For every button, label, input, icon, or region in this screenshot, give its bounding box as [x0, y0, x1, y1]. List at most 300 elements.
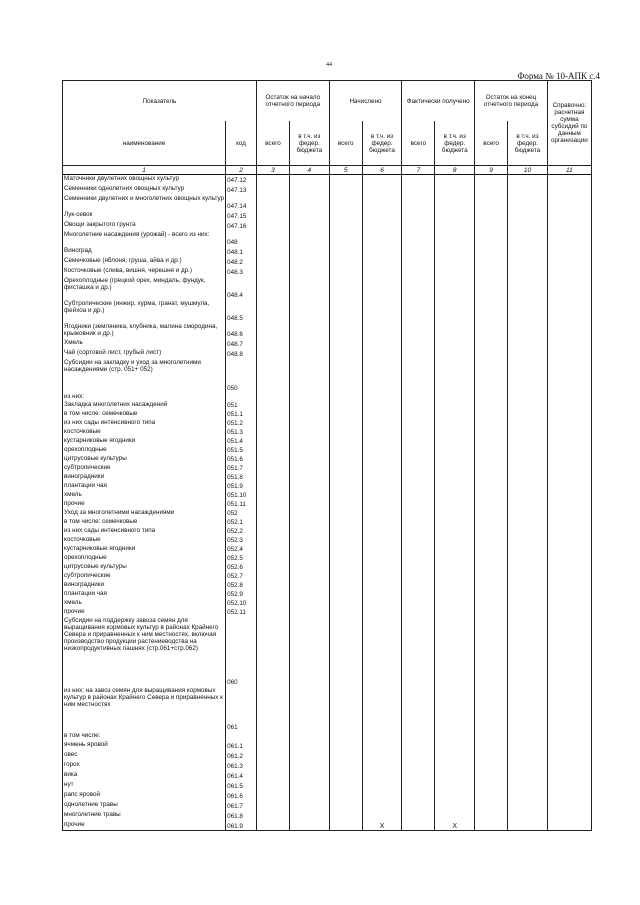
table-row [63, 781, 592, 791]
row-code: 051.9 [226, 482, 257, 491]
value-cell [362, 339, 402, 349]
row-code: 048.5 [226, 300, 257, 323]
value-cell [475, 536, 508, 545]
value-cell [508, 781, 548, 791]
row-code: 051.4 [226, 437, 257, 446]
row-name: хмель [63, 491, 226, 500]
value-cell [256, 455, 289, 464]
value-cell [289, 563, 329, 572]
value-cell [508, 339, 548, 349]
column-number: 9 [475, 166, 508, 175]
row-code: 051.5 [226, 446, 257, 455]
value-cell [256, 617, 289, 687]
value-cell [329, 185, 362, 195]
value-cell [362, 257, 402, 267]
row-name: Субсидии на закладку и уход за многолетними насаждениями (стр. 051+ 052) [63, 359, 226, 393]
value-cell [508, 323, 548, 339]
value-cell [435, 536, 475, 545]
value-cell [547, 572, 591, 581]
value-cell [435, 359, 475, 393]
value-cell [435, 791, 475, 801]
row-name: Семенники двулетних и многолетних овощных культур [63, 195, 226, 211]
row-name: виноградники [63, 473, 226, 482]
value-cell [256, 791, 289, 801]
value-cell [435, 545, 475, 554]
table-row [63, 771, 592, 781]
value-cell [435, 732, 475, 741]
value-cell [362, 410, 402, 419]
table-row [63, 751, 592, 761]
group-header-end-balance: Остаток на конец отчетного периода [475, 81, 548, 122]
value-cell [402, 581, 435, 590]
row-code: 061.1 [226, 741, 257, 751]
value-cell [508, 464, 548, 473]
value-cell [402, 741, 435, 751]
value-cell [256, 761, 289, 771]
column-number-row [63, 166, 592, 175]
value-cell [289, 581, 329, 590]
value-cell [329, 572, 362, 581]
value-cell [256, 185, 289, 195]
row-code: 061.2 [226, 751, 257, 761]
value-cell [508, 527, 548, 536]
value-cell [547, 221, 591, 231]
value-cell [256, 563, 289, 572]
row-code: 061.4 [226, 771, 257, 781]
row-name: Хмель [63, 339, 226, 349]
value-cell [508, 687, 548, 732]
column-number: 3 [256, 166, 289, 175]
value-cell [508, 536, 548, 545]
value-cell [475, 428, 508, 437]
value-cell [402, 277, 435, 300]
value-cell [362, 554, 402, 563]
report-table [62, 80, 592, 831]
value-cell [402, 359, 435, 393]
value-cell [547, 455, 591, 464]
row-code: 048.8 [226, 349, 257, 359]
value-cell [362, 500, 402, 509]
value-cell [329, 590, 362, 599]
row-name: ячмень яровой [63, 741, 226, 751]
row-name: однолетние травы [63, 801, 226, 811]
table-row [63, 323, 592, 339]
value-cell [362, 608, 402, 617]
row-code: 048.2 [226, 257, 257, 267]
value-cell [547, 771, 591, 781]
value-cell [329, 791, 362, 801]
row-name: цитрусовые культуры [63, 455, 226, 464]
value-cell [547, 536, 591, 545]
value-cell [256, 608, 289, 617]
value-cell [508, 581, 548, 590]
value-cell [547, 393, 591, 401]
value-cell [402, 401, 435, 410]
value-cell [329, 811, 362, 821]
row-name: Семенники однолетних овощных культур [63, 185, 226, 195]
value-cell [435, 599, 475, 608]
value-cell [547, 545, 591, 554]
value-cell [402, 751, 435, 761]
table-row [63, 563, 592, 572]
value-cell [547, 446, 591, 455]
row-name: Чай (сортовой лист, грубый лист) [63, 349, 226, 359]
reference-header: Справочно: расчетная сумма субсидий по данным организации [547, 81, 591, 166]
table-row [63, 545, 592, 554]
row-name: хмель [63, 599, 226, 608]
row-code: 051.10 [226, 491, 257, 500]
value-cell [289, 393, 329, 401]
value-cell [329, 323, 362, 339]
row-code: 061 [226, 687, 257, 732]
value-cell [329, 801, 362, 811]
value-cell [508, 410, 548, 419]
value-cell [547, 821, 591, 831]
value-cell [362, 393, 402, 401]
value-cell [362, 419, 402, 428]
value-cell [508, 455, 548, 464]
value-cell [547, 300, 591, 323]
value-cell [547, 554, 591, 563]
value-cell [362, 741, 402, 751]
table-row [63, 393, 592, 401]
table-row [63, 599, 592, 608]
row-code: 051.2 [226, 419, 257, 428]
value-cell [475, 741, 508, 751]
row-code: 052.5 [226, 554, 257, 563]
value-cell [508, 563, 548, 572]
value-cell [402, 185, 435, 195]
row-code: 048.1 [226, 247, 257, 257]
value-cell [402, 781, 435, 791]
value-cell [289, 527, 329, 536]
value-cell [362, 401, 402, 410]
value-cell [508, 195, 548, 211]
value-cell [329, 581, 362, 590]
value-cell [402, 545, 435, 554]
value-cell [508, 545, 548, 554]
value-cell [362, 323, 402, 339]
value-cell [475, 464, 508, 473]
value-cell [435, 801, 475, 811]
value-cell [289, 455, 329, 464]
value-cell [475, 732, 508, 741]
value-cell [402, 464, 435, 473]
value-cell [435, 563, 475, 572]
value-cell [329, 393, 362, 401]
value-cell [435, 393, 475, 401]
table-row [63, 277, 592, 300]
value-cell [547, 195, 591, 211]
value-cell [508, 211, 548, 221]
value-cell [435, 257, 475, 267]
value-cell [435, 608, 475, 617]
value-cell [435, 455, 475, 464]
indicator-header: Показатель [63, 81, 257, 122]
value-cell [362, 590, 402, 599]
value-cell [547, 581, 591, 590]
value-cell [435, 590, 475, 599]
value-cell [289, 761, 329, 771]
value-cell [289, 359, 329, 393]
value-cell [547, 231, 591, 247]
row-name: в том числе: семечковые [63, 410, 226, 419]
value-cell [547, 732, 591, 741]
value-cell [362, 277, 402, 300]
value-cell [402, 473, 435, 482]
value-cell [435, 500, 475, 509]
value-cell [475, 545, 508, 554]
value-cell [256, 599, 289, 608]
value-cell [435, 446, 475, 455]
value-cell [547, 599, 591, 608]
value-cell [475, 455, 508, 464]
row-code [226, 732, 257, 741]
row-name: Закладка многолетних насаждений [63, 401, 226, 410]
value-cell [475, 518, 508, 527]
row-name: Лук-севок [63, 211, 226, 221]
total-header: всего [329, 121, 362, 166]
value-cell [475, 563, 508, 572]
value-cell [289, 500, 329, 509]
value-cell [402, 211, 435, 221]
row-name: рапс яровой [63, 791, 226, 801]
value-cell [508, 401, 548, 410]
value-cell [362, 761, 402, 771]
value-cell [475, 410, 508, 419]
value-cell [435, 211, 475, 221]
value-cell [402, 608, 435, 617]
value-cell [435, 781, 475, 791]
value-cell [289, 267, 329, 277]
row-name: овес [63, 751, 226, 761]
value-cell [329, 741, 362, 751]
value-cell [402, 231, 435, 247]
value-cell [547, 491, 591, 500]
value-cell [402, 572, 435, 581]
value-cell [289, 599, 329, 608]
value-cell [329, 536, 362, 545]
value-cell [289, 419, 329, 428]
table-row [63, 761, 592, 771]
row-name: кустарниковые ягодники [63, 545, 226, 554]
row-code: 051.3 [226, 428, 257, 437]
column-number: 2 [226, 166, 257, 175]
value-cell [362, 732, 402, 741]
value-cell [402, 761, 435, 771]
value-cell [475, 323, 508, 339]
value-cell [329, 195, 362, 211]
value-cell [329, 464, 362, 473]
value-cell [508, 267, 548, 277]
row-name: субтропические [63, 464, 226, 473]
value-cell [475, 195, 508, 211]
value-cell [402, 771, 435, 781]
row-code: 051.11 [226, 500, 257, 509]
value-cell [435, 437, 475, 446]
value-cell [508, 349, 548, 359]
value-cell [256, 500, 289, 509]
value-cell [256, 527, 289, 536]
value-cell [547, 277, 591, 300]
value-cell [402, 500, 435, 509]
row-code: 052.3 [226, 536, 257, 545]
value-cell [508, 428, 548, 437]
value-cell [289, 195, 329, 211]
value-cell [329, 401, 362, 410]
column-number: 8 [435, 166, 475, 175]
value-cell [435, 572, 475, 581]
row-code: 048.6 [226, 323, 257, 339]
excluded-mark: Х [435, 821, 475, 831]
value-cell [435, 401, 475, 410]
value-cell [547, 518, 591, 527]
row-name: Косточковые (слива, вишня, черешня и др.) [63, 267, 226, 277]
value-cell [362, 428, 402, 437]
row-code: 051.7 [226, 464, 257, 473]
value-cell [329, 509, 362, 518]
federal-header: в т.ч. из федер. бюджета [435, 121, 475, 166]
value-cell [402, 221, 435, 231]
value-cell [508, 821, 548, 831]
row-name: субтропические [63, 572, 226, 581]
value-cell [547, 741, 591, 751]
value-cell [289, 791, 329, 801]
value-cell [289, 687, 329, 732]
value-cell [329, 473, 362, 482]
value-cell [402, 349, 435, 359]
value-cell [435, 231, 475, 247]
value-cell [435, 300, 475, 323]
value-cell [475, 339, 508, 349]
value-cell [329, 527, 362, 536]
value-cell [475, 617, 508, 687]
value-cell [547, 339, 591, 349]
value-cell [435, 247, 475, 257]
row-code: 047.16 [226, 221, 257, 231]
value-cell [435, 581, 475, 590]
value-cell [435, 419, 475, 428]
value-cell [256, 536, 289, 545]
value-cell [256, 821, 289, 831]
value-cell [547, 563, 591, 572]
row-code: 047.15 [226, 211, 257, 221]
value-cell [362, 349, 402, 359]
value-cell [508, 491, 548, 500]
row-code: 048.3 [226, 267, 257, 277]
value-cell [289, 247, 329, 257]
table-row [63, 590, 592, 599]
row-name: орехоплодные [63, 446, 226, 455]
value-cell [435, 410, 475, 419]
value-cell [329, 339, 362, 349]
value-cell [475, 811, 508, 821]
value-cell [475, 185, 508, 195]
row-name: виноградники [63, 581, 226, 590]
row-code: 052.8 [226, 581, 257, 590]
value-cell [256, 257, 289, 267]
table-row [63, 791, 592, 801]
row-code: 061.7 [226, 801, 257, 811]
value-cell [256, 732, 289, 741]
value-cell [402, 527, 435, 536]
table-row [63, 419, 592, 428]
table-body [63, 175, 592, 831]
value-cell [475, 437, 508, 446]
value-cell [362, 464, 402, 473]
value-cell [475, 401, 508, 410]
value-cell [547, 527, 591, 536]
value-cell [435, 195, 475, 211]
value-cell [475, 393, 508, 401]
row-code: 047.12 [226, 175, 257, 185]
row-code: 061.9 [226, 821, 257, 831]
row-code: 051.1 [226, 410, 257, 419]
value-cell [508, 277, 548, 300]
value-cell [289, 509, 329, 518]
value-cell [362, 195, 402, 211]
value-cell [435, 771, 475, 781]
value-cell [362, 811, 402, 821]
column-number: 5 [329, 166, 362, 175]
row-code: 052.6 [226, 563, 257, 572]
value-cell [256, 410, 289, 419]
value-cell [508, 599, 548, 608]
value-cell [402, 323, 435, 339]
table-row [63, 410, 592, 419]
value-cell [329, 732, 362, 741]
row-name: из них: на завоз семян для выращивания кормовых культур в районах Крайнего Севера и приравненных к ним местностях [63, 687, 226, 732]
value-cell [475, 277, 508, 300]
value-cell [289, 554, 329, 563]
value-cell [329, 491, 362, 500]
value-cell [435, 175, 475, 185]
value-cell [256, 437, 289, 446]
table-row [63, 482, 592, 491]
value-cell [402, 195, 435, 211]
value-cell [289, 590, 329, 599]
value-cell [508, 437, 548, 446]
row-name: из них: [63, 393, 226, 401]
value-cell [508, 500, 548, 509]
value-cell [362, 687, 402, 732]
value-cell [435, 221, 475, 231]
value-cell [329, 231, 362, 247]
value-cell [362, 491, 402, 500]
row-code: 052.10 [226, 599, 257, 608]
value-cell [256, 195, 289, 211]
row-name: Маточники двулетних овощных культур [63, 175, 226, 185]
value-cell [329, 437, 362, 446]
value-cell [402, 563, 435, 572]
value-cell [289, 617, 329, 687]
value-cell [362, 211, 402, 221]
value-cell [362, 771, 402, 781]
federal-header: в т.ч. из федер. бюджета [289, 121, 329, 166]
group-header-accrued: Начислено [329, 81, 402, 122]
row-code: 051.6 [226, 455, 257, 464]
row-name: Многолетние насаждения (урожай) - всего из них: [63, 231, 226, 247]
value-cell [329, 349, 362, 359]
row-name: горох [63, 761, 226, 771]
value-cell [475, 608, 508, 617]
value-cell [475, 761, 508, 771]
total-header: всего [256, 121, 289, 166]
value-cell [402, 491, 435, 500]
row-code: 061.6 [226, 791, 257, 801]
value-cell [435, 339, 475, 349]
value-cell [475, 300, 508, 323]
